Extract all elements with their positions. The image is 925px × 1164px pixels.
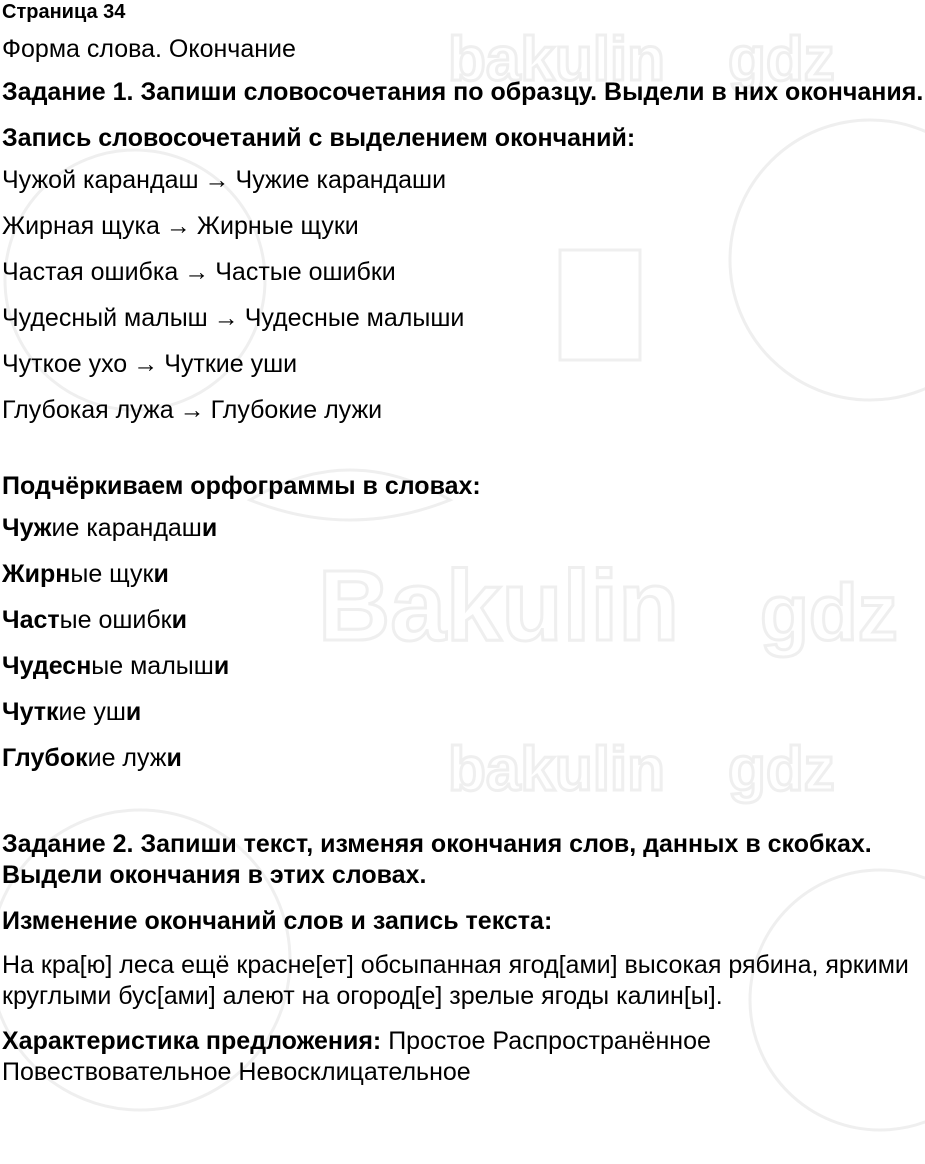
orthogram-root: Глубок [2, 744, 88, 772]
orthogram-root: Жирн [2, 560, 71, 588]
orthogram-root: Част [2, 606, 60, 634]
task1-title: Задание 1. Запиши словосочетания по образцу. Выдели в них окончания. [2, 78, 924, 106]
characteristic-value: Простое Распространённое Повествовательное Невосклицательное [2, 1027, 711, 1086]
orthogram-line [2, 651, 925, 681]
characteristic-label: Характеристика предложения: [2, 1027, 382, 1055]
phrase-singular: Частая ошибка [2, 258, 179, 286]
arrow-icon: → [179, 396, 205, 424]
phrase-plural: Частые ошибки [215, 258, 396, 286]
phrase-singular: Чудесный малыш [2, 304, 208, 332]
phrase-pair [2, 349, 925, 379]
phrase-plural: Глубокие лужи [210, 396, 383, 424]
task1-subhead: Запись словосочетаний с выделением окончаний: [2, 124, 636, 152]
phrase-pair [2, 257, 925, 287]
phrase-singular: Глубокая лужа [2, 396, 174, 424]
phrase-singular: Чужой карандаш [2, 166, 199, 194]
phrase-pair [2, 165, 925, 195]
orthogram-line [2, 605, 925, 635]
phrase-pair [2, 211, 925, 241]
orthogram-ending: и [213, 652, 230, 680]
watermark-text: gdz [760, 568, 898, 657]
task2-subhead: Изменение окончаний слов и запись текста: [2, 907, 553, 935]
arrow-icon: → [213, 304, 239, 332]
watermark-text: bakulin [448, 25, 666, 94]
orthogram-ending: и [201, 514, 218, 542]
arrow-icon: → [184, 258, 210, 286]
orthogram-list [2, 513, 925, 773]
phrase-pair [2, 303, 925, 333]
orthogram-subhead: Подчёркиваем орфограммы в словах: [2, 472, 481, 500]
phrase-singular: Жирная щука [2, 212, 160, 240]
phrase-pair [2, 395, 925, 425]
orthogram-line [2, 513, 925, 543]
orthogram-rest: ие уш [58, 698, 126, 726]
phrase-singular: Чуткое ухо [2, 350, 128, 378]
page-number: Страница 34 [2, 1, 126, 23]
orthogram-root: Чудесн [2, 652, 92, 680]
orthogram-root: Чутк [2, 698, 59, 726]
task2-title: Задание 2. Запиши текст, изменяя окончания слов, данных в скобках. Выдели окончания в этих словах. [2, 830, 872, 889]
phrase-plural: Жирные щуки [196, 212, 359, 240]
arrow-icon: → [204, 166, 230, 194]
orthogram-rest: ие луж [87, 744, 167, 772]
orthogram-rest: ые малыш [91, 652, 214, 680]
orthogram-root: Чуж [2, 514, 52, 542]
task2-text: На кра[ю] леса ещё красне[ет] обсыпанная ягод[ами] высокая рябина, яркими круглыми бус[ами] алеют на огород[е] зрелые ягоды калин[ы]. [2, 951, 909, 1010]
orthogram-ending: и [125, 698, 142, 726]
topic-title: Форма слова. Окончание [2, 35, 296, 63]
sentence-characteristic [2, 1026, 925, 1088]
phrase-plural: Чужие карандаши [235, 166, 447, 194]
watermark-text: Bakulin [318, 550, 680, 662]
phrase-plural: Чудесные малыши [244, 304, 465, 332]
phrase-plural: Чуткие уши [164, 350, 298, 378]
orthogram-ending: и [153, 560, 169, 588]
arrow-icon: → [133, 350, 159, 378]
orthogram-line [2, 697, 925, 727]
orthogram-rest: ые щук [70, 560, 154, 588]
orthogram-rest: ые ошибк [59, 606, 172, 634]
orthogram-ending: и [166, 744, 182, 772]
arrow-icon: → [165, 212, 191, 240]
phrase-pairs-list [2, 165, 925, 425]
watermark-text: gdz [728, 25, 835, 94]
orthogram-rest: ие карандаш [51, 514, 202, 542]
orthogram-line [2, 559, 925, 589]
watermark-text: gdz [728, 735, 835, 804]
watermark-text: bakulin [448, 735, 666, 804]
orthogram-ending: и [171, 606, 187, 634]
orthogram-line [2, 743, 925, 773]
